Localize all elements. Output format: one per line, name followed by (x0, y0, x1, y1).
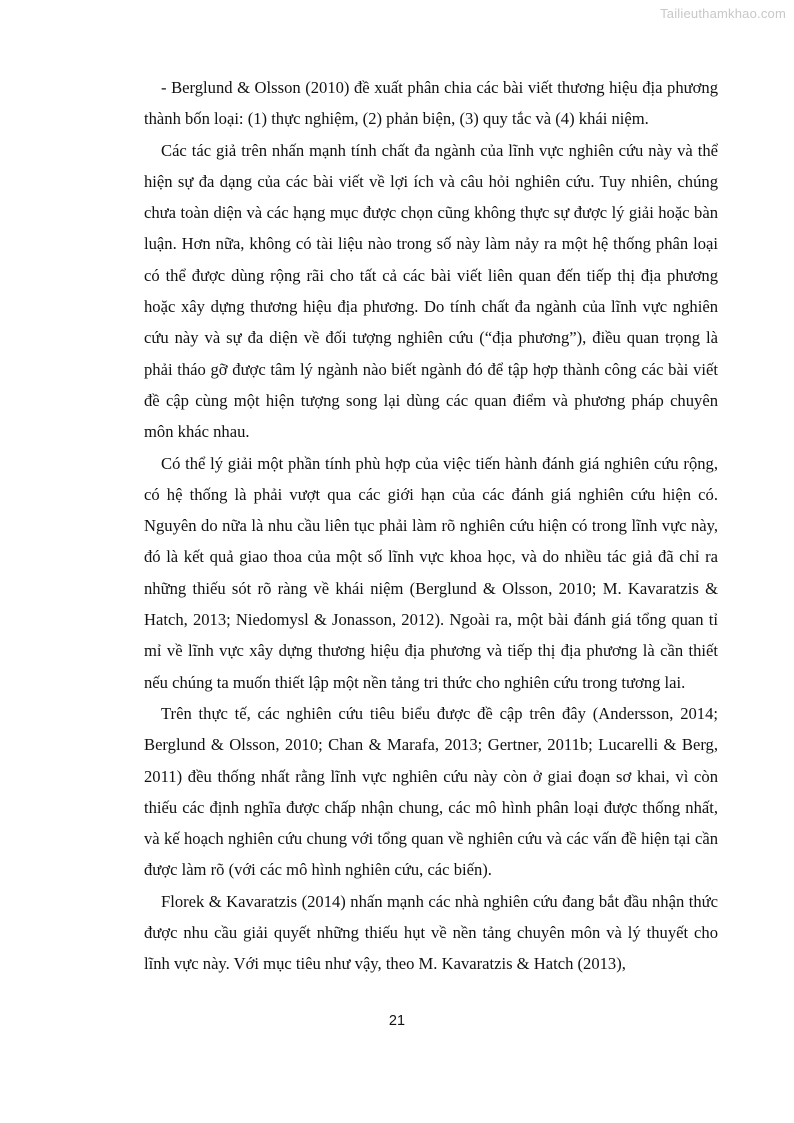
paragraph-review-rationale: Có thể lý giải một phần tính phù hợp của việc tiến hành đánh giá nghiên cứu rộng, có hệ thống là phải vượt qua các giới hạn của các đánh giá nghiên cứu hiện có. Nguyên do nữa là nhu cầu liên tục phải làm rõ nghiên cứu hiện có trong lĩnh vực này, đó là kết quả giao thoa của một số lĩnh vực khoa học, và do nhiều tác giả đã chỉ ra những thiếu sót rõ ràng về khái niệm (Berglund & Olsson, 2010; M. Kavaratzis & Hatch, 2013; Niedomysl & Jonasson, 2012). Ngoài ra, một bài đánh giá tổng quan tỉ mỉ về lĩnh vực xây dựng thương hiệu địa phương và tiếp thị địa phương là cần thiết nếu chúng ta muốn thiết lập một nền tảng tri thức cho nghiên cứu trong tương lai. (144, 453, 718, 692)
watermark: Tailieuthamkhao.com (660, 6, 786, 21)
paragraph-classification: - Berglund & Olsson (2010) đề xuất phân chia các bài viết thương hiệu địa phương thành bốn loại: (1) thực nghiệm, (2) phản biện, (3) quy tắc và (4) khái niệm. (144, 78, 718, 129)
paragraph-florek: Florek & Kavaratzis (2014) nhấn mạnh các nhà nghiên cứu đang bắt đầu nhận thức được nhu cầu giải quyết những thiếu hụt về nền tảng chuyên môn và lý thuyết cho lĩnh vực này. Với mục tiêu như vậy, theo M. Kavaratzis & Hatch (2013), (144, 891, 718, 974)
page-number: 21 (388, 1013, 406, 1029)
paragraph-multidisciplinary: Các tác giả trên nhấn mạnh tính chất đa ngành của lĩnh vực nghiên cứu này và thể hiện sự đa dạng của các bài viết về lợi ích và câu hỏi nghiên cứu. Tuy nhiên, chúng chưa toàn diện và các hạng mục được chọn cũng không thực sự được lý giải hoặc bàn luận. Hơn nữa, không có tài liệu nào trong số này làm nảy ra một hệ thống phân loại có thể được dùng rộng rãi cho tất cả các bài viết liên quan đến tiếp thị địa phương hoặc xây dựng thương hiệu địa phương. Do tính chất đa ngành của lĩnh vực nghiên cứu này và sự đa diện về đối tượng nghiên cứu (“địa phương”), điều quan trọng là phải tháo gỡ được tâm lý ngành nào biết ngành đó để tập hợp thành công các bài viết đề cập cùng một hiện tượng song lại dùng các quan điểm và phương pháp chuyên môn khác nhau. (144, 140, 718, 442)
page-body (144, 72, 718, 980)
paragraph-early-stage: Trên thực tế, các nghiên cứu tiêu biểu được đề cập trên đây (Andersson, 2014; Berglund & Olsson, 2010; Chan & Marafa, 2013; Gertner, 2011b; Lucarelli & Berg, 2011) đều thống nhất rằng lĩnh vực nghiên cứu này còn ở giai đoạn sơ khai, vì còn thiếu các định nghĩa được chấp nhận chung, các mô hình phân loại được thống nhất, và kế hoạch nghiên cứu chung với tổng quan về nghiên cứu và các vấn đề hiện tại cần được làm rõ (với các mô hình nghiên cứu, các biến). (144, 703, 718, 880)
